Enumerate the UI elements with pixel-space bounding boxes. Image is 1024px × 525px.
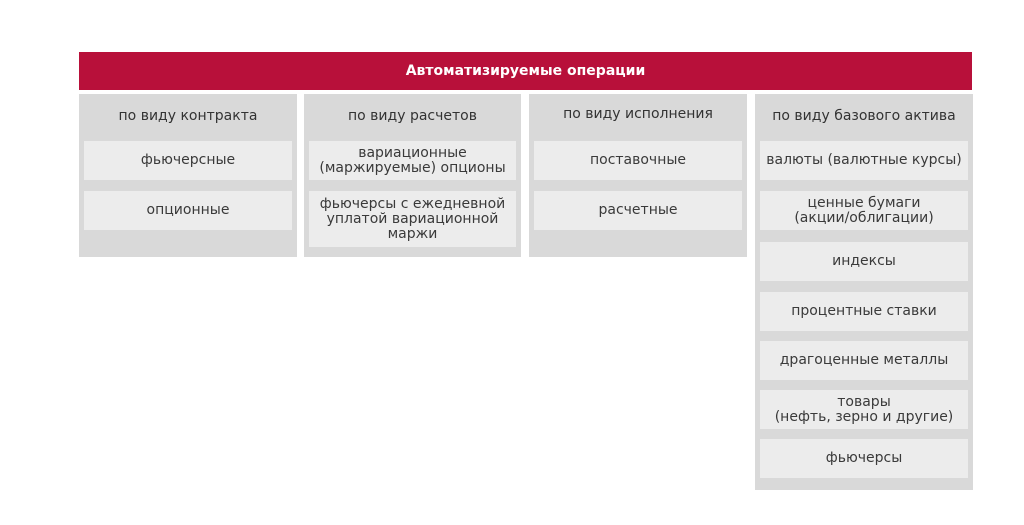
column-underlying-asset <box>755 94 973 490</box>
column-title: по виду базового актива <box>772 108 956 124</box>
cell-item: индексы <box>760 242 968 281</box>
cell-item: товары (нефть, зерно и другие) <box>760 390 968 429</box>
column-settlement-type <box>304 94 521 257</box>
cell-item: драгоценные металлы <box>760 341 968 380</box>
cell-item: опционные <box>84 191 292 230</box>
cell-item: расчетные <box>534 191 742 230</box>
cell-item: валюты (валютные курсы) <box>760 141 968 180</box>
header-title: Автоматизируемые операции <box>405 63 646 79</box>
cell-item: фьючерсы с ежедневной уплатой вариационной маржи <box>309 191 516 247</box>
cell-item: поставочные <box>534 141 742 180</box>
cell-item: ценные бумаги (акции/облигации) <box>760 191 968 230</box>
cell-item: вариационные (маржируемые) опционы <box>309 141 516 180</box>
cell-item: фьючерсные <box>84 141 292 180</box>
column-title: по виду исполнения <box>563 106 713 122</box>
column-title: по виду контракта <box>118 108 258 124</box>
diagram-header <box>79 52 972 90</box>
cell-item: процентные ставки <box>760 292 968 331</box>
cell-item: фьючерсы <box>760 439 968 478</box>
column-title: по виду расчетов <box>348 108 477 124</box>
column-contract-type <box>79 94 297 257</box>
column-execution-type <box>529 94 747 257</box>
